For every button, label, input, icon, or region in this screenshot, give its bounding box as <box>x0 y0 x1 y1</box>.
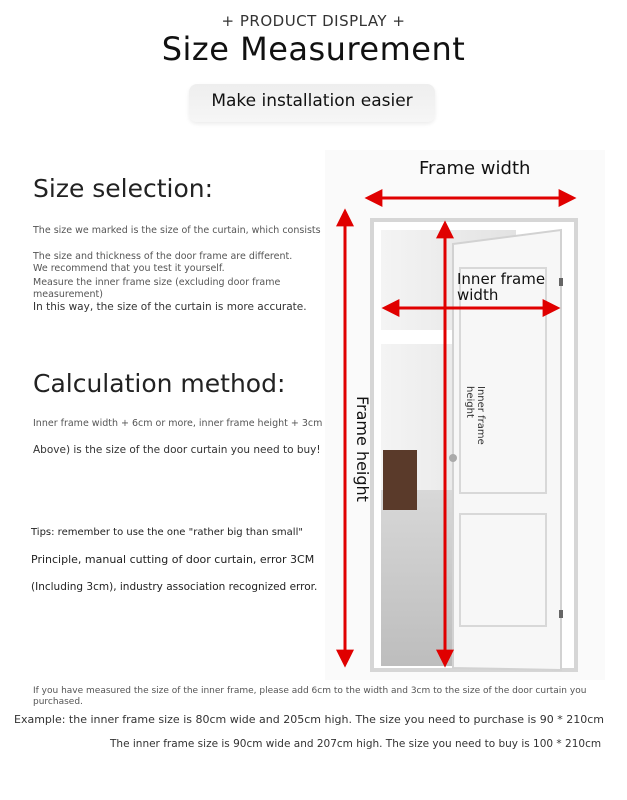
calculation-line-1: Inner frame width + 6cm or more, inner frame height + 3cm <box>33 418 323 429</box>
size-selection-line-1: The size we marked is the size of the curtain, which consists <box>33 225 321 236</box>
installation-badge: Make installation easier <box>189 84 435 122</box>
footer-note: If you have measured the size of the inner frame, please add 6cm to the width and 3cm to the size of the door curtain you purchased. <box>33 686 587 707</box>
frame-width-label: Frame width <box>419 158 531 179</box>
example-line-2: The inner frame size is 90cm wide and 207cm high. The size you need to buy is 100 * 210cm <box>110 738 602 750</box>
product-display-kicker: + PRODUCT DISPLAY + <box>221 12 406 30</box>
room-furniture <box>383 450 417 510</box>
size-selection-line-2: The size and thickness of the door frame are different. We recommend that you test it yourself. <box>33 251 293 274</box>
page-title: Size Measurement <box>161 30 466 68</box>
size-selection-line-4: In this way, the size of the curtain is more accurate. <box>33 301 307 313</box>
inner-frame-height-label: Inner frame height <box>464 386 486 445</box>
tips-line-1: Tips: remember to use the one "rather big than small" <box>31 527 303 538</box>
calculation-heading: Calculation method: <box>33 369 286 398</box>
door-hinge-bottom <box>559 610 563 618</box>
frame-height-label: Frame height <box>353 396 372 502</box>
calculation-line-2: Above) is the size of the door curtain you need to buy! <box>33 444 321 456</box>
example-line-1: Example: the inner frame size is 80cm wide and 205cm high. The size you need to purchase is 90 * 210cm <box>14 713 604 726</box>
tips-line-3: (Including 3cm), industry association recognized error. <box>31 581 318 593</box>
tips-line-2: Principle, manual cutting of door curtain, error 3CM <box>31 553 315 566</box>
inner-frame-width-label: Inner frame width <box>457 270 546 304</box>
size-selection-heading: Size selection: <box>33 174 214 203</box>
size-selection-line-3: Measure the inner frame size (excluding door frame measurement) <box>33 277 281 300</box>
door-handle <box>449 454 457 462</box>
